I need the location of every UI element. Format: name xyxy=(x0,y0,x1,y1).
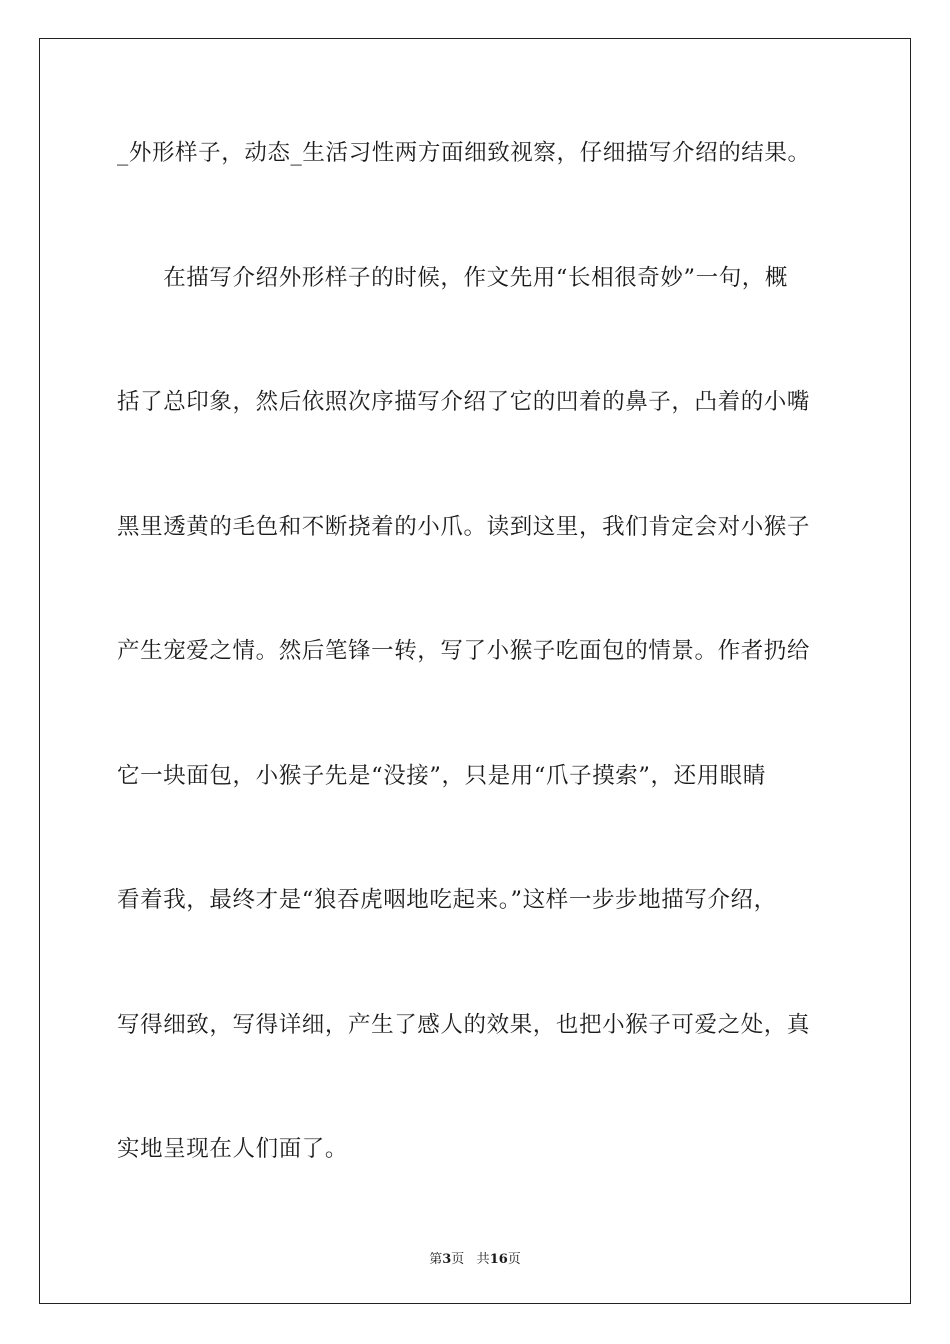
page-footer xyxy=(0,1248,950,1267)
text-line-3: 括了总印象，然后依照次序描写介绍了它的凹着的鼻子，凸着的小嘴 xyxy=(117,389,811,415)
text-line-5: 产生宠爱之情。然后笔锋一转，写了小猴子吃面包的情景。作者扔给 xyxy=(117,638,811,664)
text-line-6: 它一块面包，小猴子先是“没接”，只是用“爪子摸索”，还用眼睛 xyxy=(117,762,767,789)
text-line-8: 写得细致，写得详细，产生了感人的效果，也把小猴子可爱之处，真 xyxy=(117,1011,811,1038)
text-line-9: 实地呈现在人们面了。 xyxy=(117,1136,349,1162)
page-number: 3 xyxy=(442,1252,452,1267)
total-suffix: 页 xyxy=(507,1252,521,1267)
text-line-4: 黑里透黄的毛色和不断挠着的小爪。读到这里，我们肯定会对小猴子 xyxy=(117,513,811,540)
text-line-2: 在描写介绍外形样子的时候，作文先用“长相很奇妙”一句，概 xyxy=(117,264,789,291)
page-prefix: 第 xyxy=(429,1252,443,1267)
text-line-1: _外形样子，动态_生活习性两方面细致视察，仔细描写介绍的结果。 xyxy=(117,140,811,166)
page-suffix: 页 xyxy=(451,1252,465,1267)
text-line-7: 看着我，最终才是“狼吞虎咽地吃起来。”这样一步步地描写介绍， xyxy=(117,887,777,913)
document-body xyxy=(117,126,835,1247)
total-prefix: 共 xyxy=(476,1252,490,1267)
total-pages: 16 xyxy=(489,1252,508,1267)
